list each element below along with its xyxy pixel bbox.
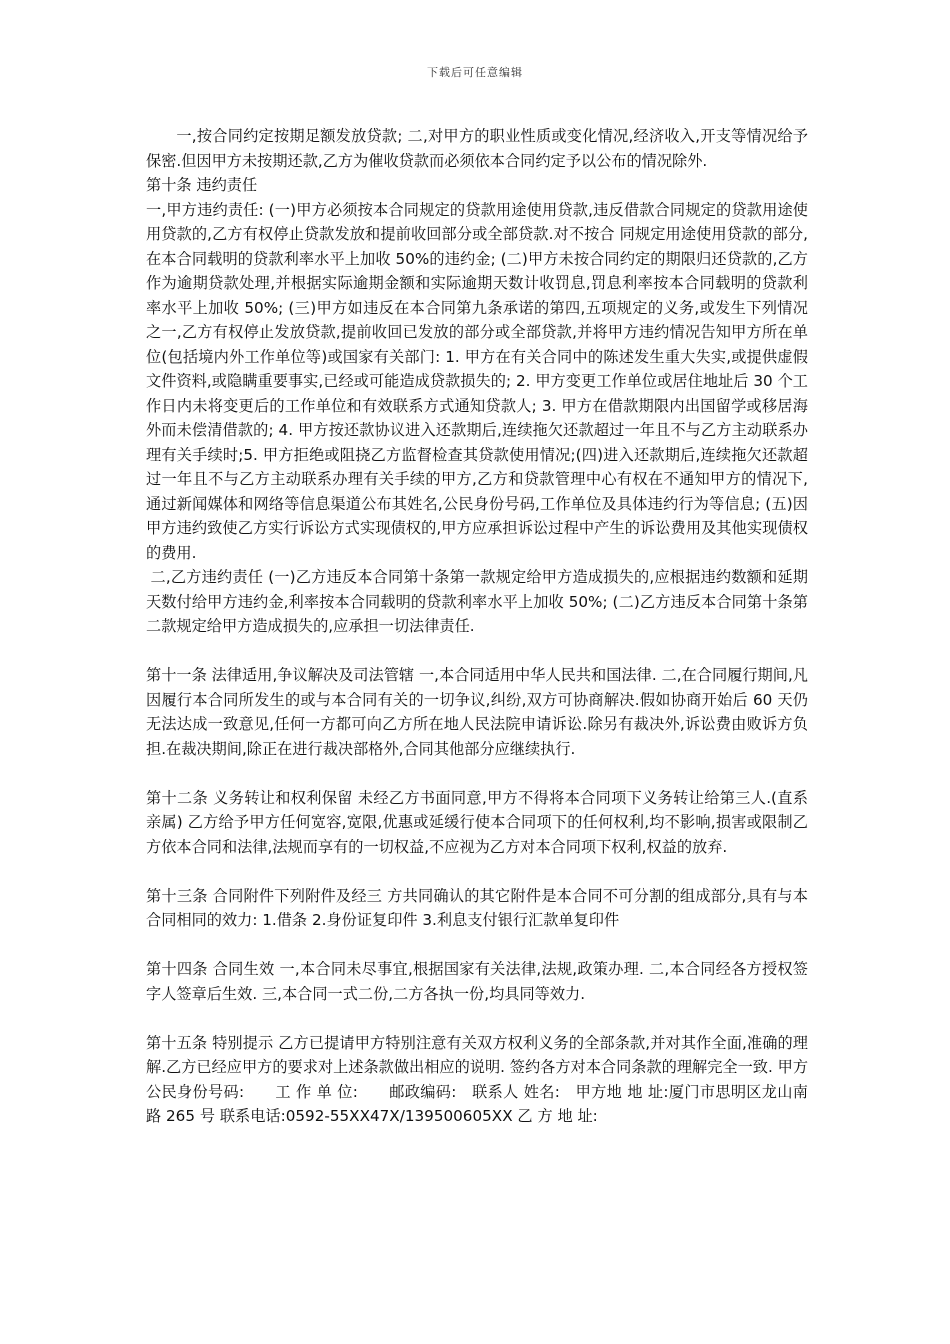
- article-14-paragraph: 第十四条 合同生效 一,本合同未尽事宜,根据国家有关法律,法规,政策办理. 二,本合同经各方授权签字人签章后生效. 三,本合同一式二份,二方各执一份,均具同等效力.: [146, 960, 808, 1003]
- article-10-heading: 第十条 违约责任: [146, 176, 258, 194]
- document-body: [146, 124, 808, 1129]
- article-11-paragraph: 第十一条 法律适用,争议解决及司法管辖 一,本合同适用中华人民共和国法律. 二,在合同履行期间,凡因履行本合同所发生的或与本合同有关的一切争议,纠纷,双方可协商解决.假如协商开始后 60 天仍无法达成一致意见,任何一方都可向乙方所在地人民法院申请诉讼.除另有裁决外,诉讼费由败诉方负担.在裁决期间,除正在进行裁决部格外,合同其他部分应继续执行.: [146, 666, 808, 758]
- paragraph-obligations: 一,按合同约定按期足额发放贷款; 二,对甲方的职业性质或变化情况,经济收入,开支等情况给予保密.但因甲方未按期还款,乙方为催收贷款而必须依本合同约定予以公布的情况除外.: [146, 127, 808, 170]
- page-header: 下载后可任意编辑: [427, 66, 523, 79]
- article-13-paragraph: 第十三条 合同附件下列附件及经三 方共同确认的其它附件是本合同不可分割的组成部分,具有与本合同相同的效力: 1.借条 2.身份证复印件 3.利息支付银行汇款单复印件: [146, 886, 808, 929]
- article-12-paragraph: 第十二条 义务转让和权利保留 未经乙方书面同意,甲方不得将本合同项下义务转让给第三人.(直系亲属) 乙方给予甲方任何宽容,宽限,优惠或延缓行使本合同项下的任何权利,均不影响,损害或限制乙方依本合同和法律,法规而享有的一切权益,不应视为乙方对本合同项下权利,权益的放弃.: [146, 788, 808, 856]
- article-15-paragraph: 第十五条 特别提示 乙方已提请甲方特别注意有关双方权利义务的全部条款,并对其作全面,准确的理解.乙方已经应甲方的要求对上述条款做出相应的说明. 签约各方对本合同条款的理解完全一致. 甲方公民身份号码: 工 作 单 位: 邮政编码: 联系人 姓名: 甲方地 地 址:厦门市思明区龙山南路 265 号 联系电话:0592-55XX47X/139500605XX 乙 方 地 址:: [146, 1033, 809, 1125]
- paragraph-party-a-liability: 一,甲方违约责任: (一)甲方必须按本合同规定的贷款用途使用贷款,违反借款合同规定的贷款用途使用贷款的,乙方有权停止贷款发放和提前收回部分或全部贷款.对不按合 同规定用途使用贷款的部分,在本合同载明的贷款利率水平上加收 50%的违约金; (二)甲方未按合同约定的期限归还贷款的,乙方作为逾期贷款处理,并根据实际逾期金额和实际逾期天数计收罚息,罚息利率按本合同载明的贷款利率水平上加收 50%; (三)甲方如违反在本合同第九条承诺的第四,五项规定的义务,或发生下列情况之一,乙方有权停止发放贷款,提前收回已发放的部分或全部贷款,并将甲方违约情况告知甲方所在单位(包括境内外工作单位等)或国家有关部门: 1. 甲方在有关合同中的陈述发生重大失实,或提供虚假文件资料,或隐瞒重要事实,已经或可能造成贷款损失的; 2. 甲方变更工作单位或居住地址后 30 个工作日内未将变更后的工作单位和有效联系方式通知贷款人; 3. 甲方在借款期限内出国留学或移居海外而未偿清借款的; 4. 甲方按还款协议进入还款期后,连续拖欠还款超过一年且不与乙方主动联系办理有关手续时;5. 甲方拒绝或阻挠乙方监督检查其贷款使用情况;(四)进入还款期后,连续拖欠还款超过一年且不与乙方主动联系办理有关手续的甲方,乙方和贷款管理中心有权在不通知甲方的情况下,通过新闻媒体和网络等信息渠道公布其姓名,公民身份号码,工作单位及具体违约行为等信息; (五)因甲方违约致使乙方实行诉讼方式实现债权的,甲方应承担诉讼过程中产生的诉讼费用及其他实现债权的费用.: [146, 200, 808, 562]
- paragraph-party-b-liability: 二,乙方违约责任 (一)乙方违反本合同第十条第一款规定给甲方造成损失的,应根据违约数额和延期天数付给甲方违约金,利率按本合同载明的贷款利率水平上加收 50%; (二)乙方违反本合同第十条第二款规定给甲方造成损失的,应承担一切法律责任.: [146, 568, 808, 635]
